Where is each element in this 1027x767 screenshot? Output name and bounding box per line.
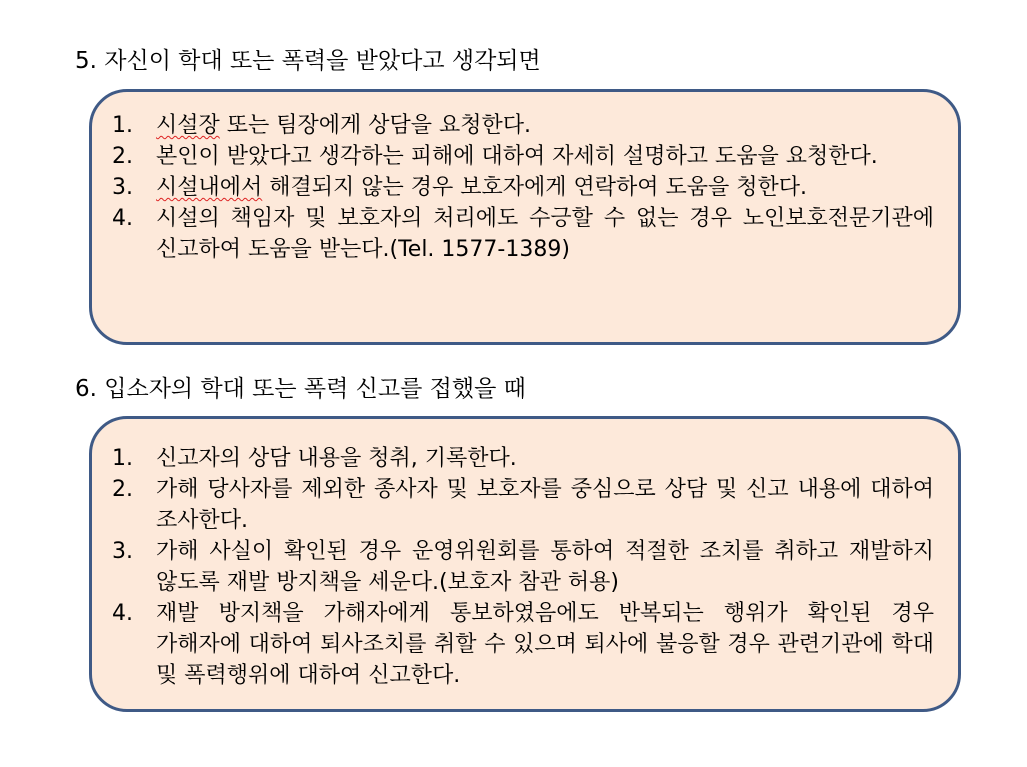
item-text: 재발 방지책을 가해자에게 통보하였음에도 반복되는 행위가 확인된 경우 가해자에 대하여 퇴사조치를 취할 수 있으며 퇴사에 불응할 경우 관련기관에 학대 및 폭력행위에 대하여 신고한다. [156,601,934,688]
item-number: 4. [112,601,133,626]
item-number: 4. [112,206,133,231]
section-5-heading: 5. 자신이 학대 또는 폭력을 받았다고 생각되면 [75,48,541,74]
spellcheck-underlined-word: 시설내에서 [156,175,263,200]
list-item [112,598,934,691]
list-item [112,141,934,172]
item-text: 본인이 받았다고 생각하는 피해에 대하여 자세히 설명하고 도움을 요청한다. [156,144,878,169]
item-number: 2. [112,477,133,502]
section-6-list [112,443,934,691]
section-5-box [89,89,961,345]
item-number: 3. [112,175,133,200]
item-number: 2. [112,144,133,169]
spellcheck-underlined-word: 시설장 [156,113,220,138]
item-text: 가해 당사자를 제외한 종사자 및 보호자를 중심으로 상담 및 신고 내용에 대하여 조사한다. [156,477,934,533]
item-text: 시설의 책임자 및 보호자의 처리에도 수긍할 수 없는 경우 노인보호전문기관에 신고하여 도움을 받는다.(Tel. 1577-1389) [156,206,934,262]
item-text: 가해 사실이 확인된 경우 운영위원회를 통하여 적절한 조치를 취하고 재발하지 않도록 재발 방지책을 세운다.(보호자 참관 허용) [156,539,934,595]
item-number: 1. [112,113,133,138]
list-item [112,474,934,536]
section-6-box [89,416,961,712]
list-item [112,172,934,203]
section-6-heading: 6. 입소자의 학대 또는 폭력 신고를 접했을 때 [75,376,526,402]
item-text: 신고자의 상담 내용을 청취, 기록한다. [156,446,517,471]
item-text: 시설장 또는 팀장에게 상담을 요청한다. [156,113,532,138]
item-number: 3. [112,539,133,564]
item-number: 1. [112,446,133,471]
list-item [112,203,934,265]
section-5-list [112,110,934,265]
list-item [112,536,934,598]
item-text: 시설내에서 해결되지 않는 경우 보호자에게 연락하여 도움을 청한다. [156,175,808,200]
list-item [112,443,934,474]
list-item [112,110,934,141]
